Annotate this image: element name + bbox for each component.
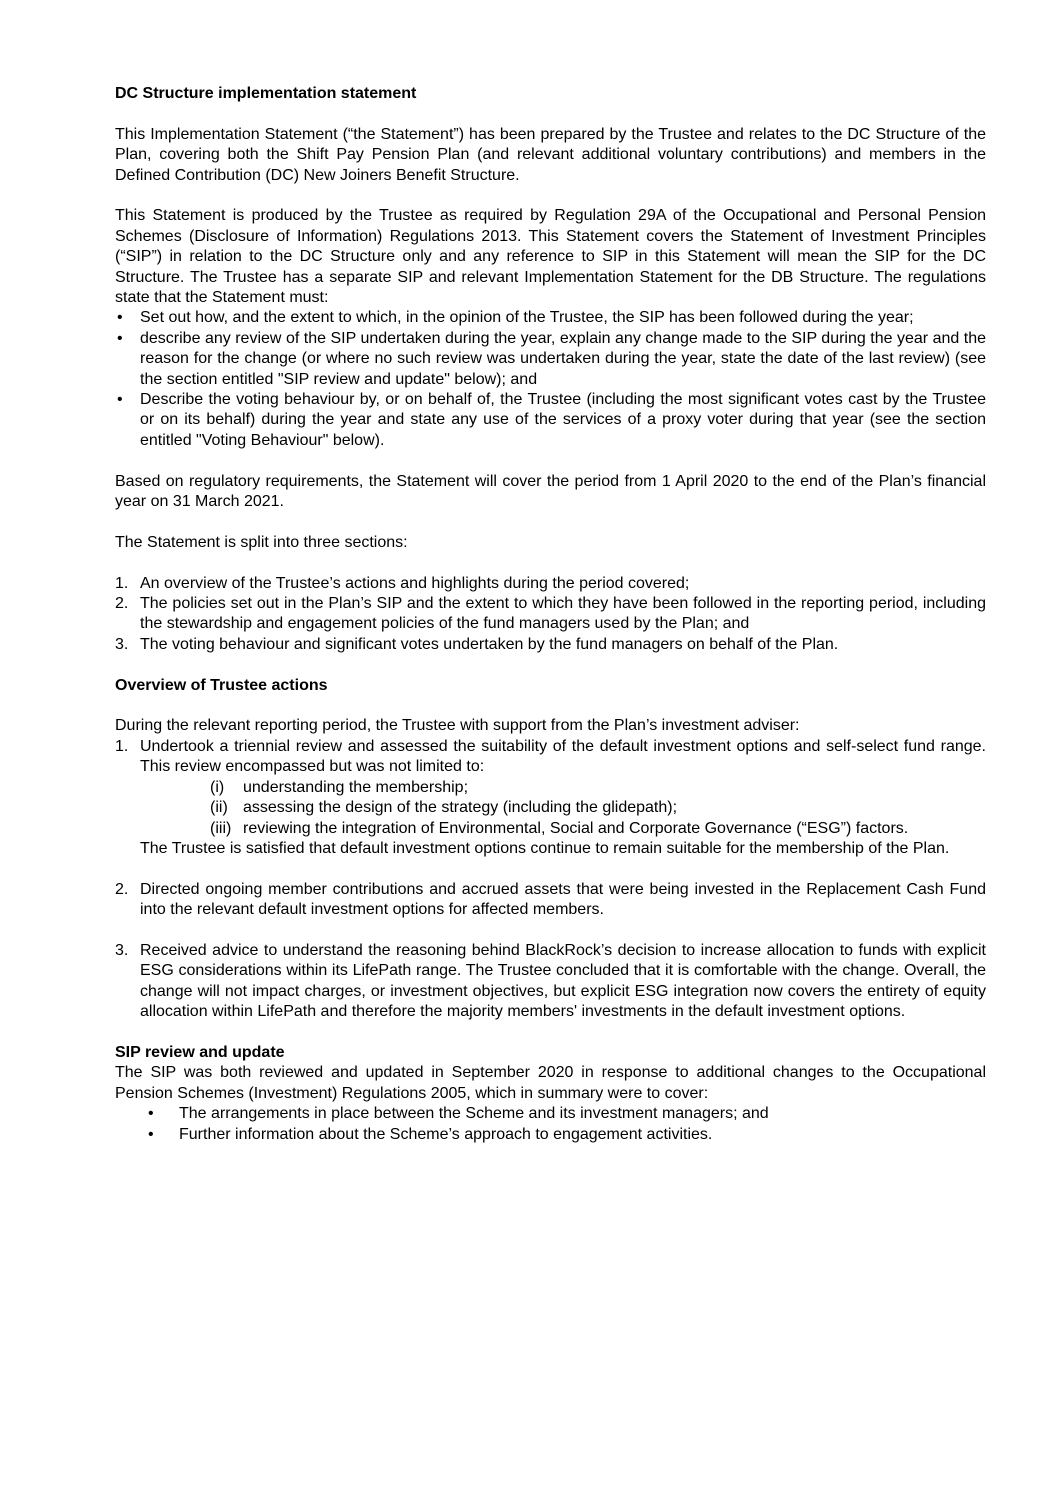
paragraph-period: Based on regulatory requirements, the Statement will cover the period from 1 April 2020 to the end of the Plan’s financial year on 31 March 2021.	[115, 472, 986, 511]
paragraph-sip-review: The SIP was both reviewed and updated in September 2020 in response to additional changes to the Occupational Pension Schemes (Investment) Regulations 2005, which in summary were to cover:	[115, 1064, 986, 1102]
paragraph-actions-intro: During the relevant reporting period, the Trustee with support from the Plan’s investment adviser:	[115, 717, 800, 735]
heading-sip-review: SIP review and update	[115, 1043, 285, 1061]
sub-list-text: assessing the design of the strategy (including the glidepath);	[243, 799, 678, 817]
sub-list-text: understanding the membership;	[243, 778, 469, 796]
actions-list-continued	[115, 941, 986, 1023]
paragraph-sections-intro: The Statement is split into three sections:	[115, 533, 408, 551]
sip-changes-list	[115, 1104, 986, 1145]
list-item: • Describe the voting behaviour by, or on behalf of, the Trustee (including the most significant votes cast by the Trustee or on its behalf) during the year and state any use of the services of a proxy voter during that year (see the section entitled "Voting Behaviour" below).	[115, 390, 986, 451]
list-number: 1.	[115, 737, 129, 755]
list-item	[115, 737, 986, 778]
review-sub-list	[115, 778, 986, 839]
list-number: 2.	[115, 595, 129, 613]
list-number: 3.	[115, 941, 129, 959]
heading-dc-structure: DC Structure implementation statement	[115, 85, 417, 102]
actions-list	[115, 737, 986, 778]
list-text: An overview of the Trustee’s actions and highlights during the period covered;	[140, 574, 690, 592]
list-text: Undertook a triennial review and assessed the suitability of the default investment options and self-select fund range. This review encompassed but was not limited to:	[140, 737, 986, 776]
list-item	[115, 941, 986, 1023]
list-item: • describe any review of the SIP undertaken during the year, explain any change made to the SIP during the year and the reason for the change (or where no such review was undertaken during the year, state the date of the last review) (see the section entitled "SIP review and update" below); and	[115, 329, 986, 390]
list-item	[115, 880, 986, 921]
paragraph-review-conclusion: The Trustee is satisfied that default investment options continue to remain suitable for the membership of the Plan.	[140, 839, 950, 857]
list-item: • The arrangements in place between the Scheme and its investment managers; and	[115, 1104, 986, 1124]
sub-list-item	[115, 819, 986, 839]
requirements-list	[115, 308, 986, 451]
list-item: • Set out how, and the extent to which, in the opinion of the Trustee, the SIP has been followed during the year;	[115, 308, 986, 328]
list-text: The policies set out in the Plan’s SIP and the extent to which they have been followed in the reporting period, including the stewardship and engagement policies of the fund managers used by the Plan; and	[140, 595, 986, 633]
sub-list-text: reviewing the integration of Environmental, Social and Corporate Governance (“ESG”) factors.	[243, 819, 909, 837]
list-text: The voting behaviour and significant votes undertaken by the fund managers on behalf of the Plan.	[140, 635, 839, 653]
paragraph-regulation: This Statement is produced by the Trustee as required by Regulation 29A of the Occupational and Personal Pension Schemes (Disclosure of Information) Regulations 2013. This Statement covers the Statement of Investment Principles (“SIP”) in relation to the DC Structure only and any reference to SIP in this Statement will mean the SIP for the DC Structure. The Trustee has a separate SIP and relevant Implementation Statement for the DB Structure. The regulations state that the Statement must:	[115, 207, 986, 307]
sub-list-number: (i)	[210, 778, 225, 796]
list-item	[115, 635, 986, 655]
list-text: Received advice to understand the reasoning behind BlackRock’s decision to increase allocation to funds with explicit ESG considerations within its LifePath range. The Trustee concluded that it is comfortable with the change. Overall, the change will not impact charges, or investment objectives, but explicit ESG integration now covers the entirety of equity allocation within LifePath and therefore the majority members' investments in the default investment options.	[140, 941, 986, 1021]
list-number: 3.	[115, 635, 129, 653]
sub-list-number: (ii)	[210, 799, 228, 817]
sections-list	[115, 574, 986, 656]
list-number: 1.	[115, 574, 129, 592]
list-item	[115, 594, 986, 635]
sub-list-item	[115, 798, 986, 818]
document-page	[115, 84, 986, 1145]
heading-trustee-actions: Overview of Trustee actions	[115, 676, 328, 694]
actions-list-continued	[115, 880, 986, 921]
list-text: Directed ongoing member contributions and accrued assets that were being invested in the Replacement Cash Fund into the relevant default investment options for affected members.	[140, 880, 986, 919]
sub-list-number: (iii)	[210, 819, 232, 837]
sub-list-item	[115, 778, 986, 798]
list-item: • Further information about the Scheme’s approach to engagement activities.	[115, 1125, 986, 1145]
list-number: 2.	[115, 880, 129, 898]
list-item	[115, 574, 986, 594]
paragraph-intro: This Implementation Statement (“the Statement”) has been prepared by the Trustee and relates to the DC Structure of the Plan, covering both the Shift Pay Pension Plan (and relevant additional voluntary contributions) and members in the Defined Contribution (DC) New Joiners Benefit Structure.	[115, 125, 986, 184]
